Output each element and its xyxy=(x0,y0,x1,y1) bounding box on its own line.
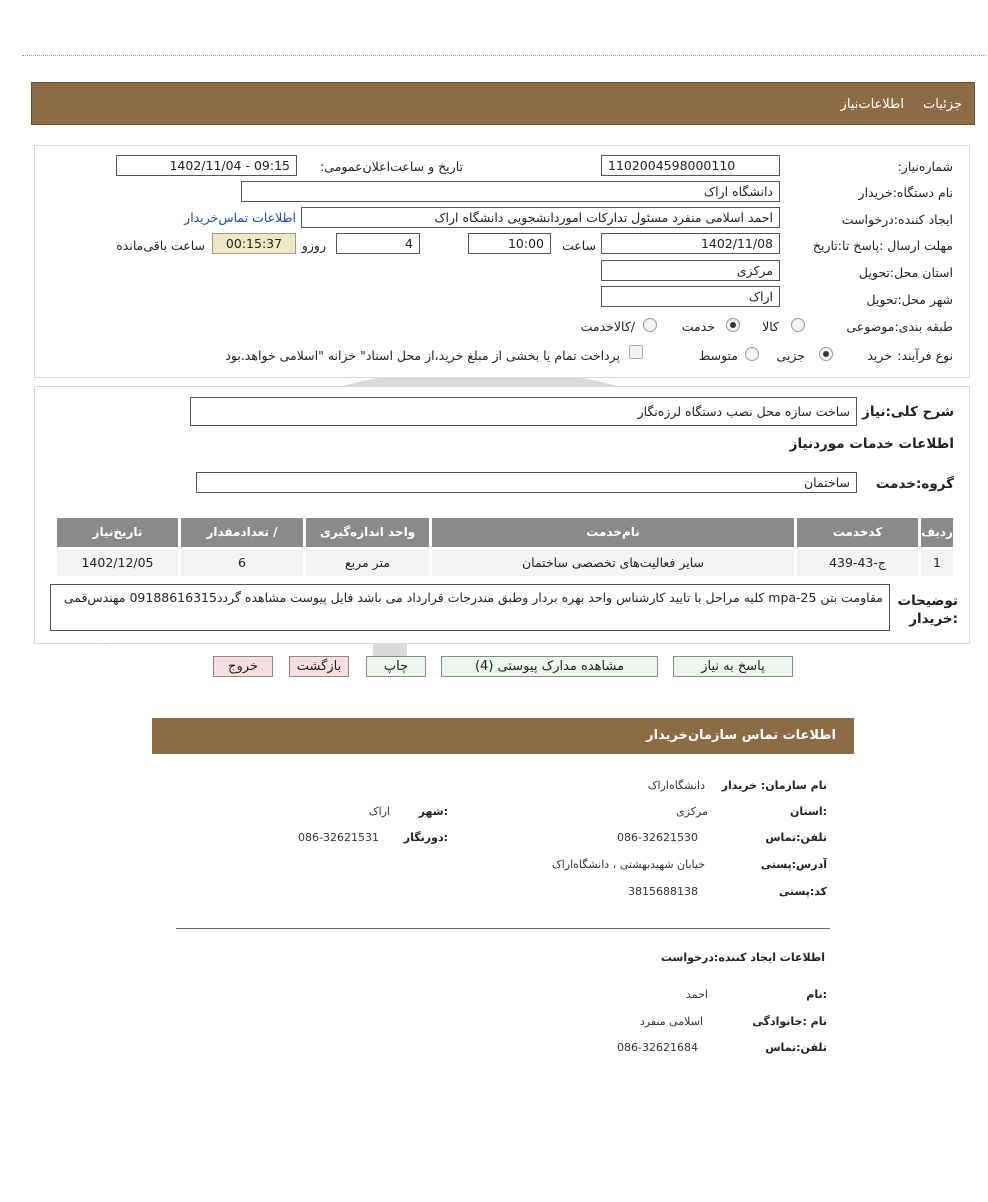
contact-province-label: :استان xyxy=(790,805,827,818)
contact-org-label: نام سازمان: خریدار xyxy=(721,779,827,792)
page-header xyxy=(31,82,975,125)
tab-details[interactable]: جزئیات xyxy=(923,97,962,112)
days-field: 4 xyxy=(336,233,420,254)
need-number-field: 1102004598000110 xyxy=(601,155,780,176)
view-documents-button[interactable]: مشاهده مدارک پیوستی (4) xyxy=(441,656,658,677)
process-label: نوع فرآیند: xyxy=(897,348,953,363)
table-cell-need-date: 1402/12/05 xyxy=(57,549,178,576)
requester-name-value: احمد xyxy=(686,988,708,1001)
announce-label: تاریخ و ساعت‌اعلان‌عمومی: xyxy=(320,159,463,174)
deadline-hour-label: ساعت xyxy=(561,238,596,253)
general-desc-field: ساخت سازه محل نصب دستگاه لرزه‌نگار xyxy=(190,397,857,426)
process-minor-label: جزیی xyxy=(776,348,805,363)
contact-fax-value: 086-32621531 xyxy=(298,831,379,844)
buyer-contact-link[interactable]: اطلاعات تماس‌خریدار xyxy=(184,210,296,225)
treasury-payment-label: پرداخت تمام یا بخشی از مبلغ خرید،از محل اسناد" خزانه "اسلامی خواهد.بود xyxy=(225,348,620,363)
requester-title: اطلاعات ایجاد کننده:درخواست xyxy=(660,951,825,964)
announce-field: 1402/11/04 - 09:15 xyxy=(116,155,297,176)
print-button[interactable]: چاپ xyxy=(366,656,426,677)
table-header-quantity: / تعدادمقدار xyxy=(181,518,303,547)
city-label: شهر محل:تحویل xyxy=(866,292,953,307)
table-header-service-code: کدخدمت xyxy=(797,518,918,547)
requester-name-label: :نام xyxy=(806,988,827,1001)
process-minor-radio[interactable] xyxy=(819,347,833,361)
table-header-need-date: تاریخ‌نیاز xyxy=(57,518,178,547)
buyer-notes-label: توضیحات :خریدار xyxy=(897,593,958,627)
table-header-unit: واحد اندازه‌گیری xyxy=(306,518,429,547)
category-service-label: خدمت xyxy=(681,319,715,334)
contact-org-value: دانشگاه‌اراک xyxy=(647,779,705,792)
deadline-time-field: 10:00 xyxy=(468,233,551,254)
province-label: استان محل:تحویل xyxy=(858,265,953,280)
table-header-service-name: نام‌خدمت xyxy=(432,518,794,547)
reply-button[interactable]: پاسخ به نیاز xyxy=(673,656,793,677)
deadline-date-field: 1402/11/08 xyxy=(601,233,780,254)
remaining-label: ساعت باقی‌مانده xyxy=(116,238,205,253)
process-buy-label: خرید xyxy=(867,348,892,363)
creator-label: ایجاد کننده:درخواست xyxy=(841,212,953,227)
top-divider xyxy=(22,55,986,56)
contact-phone-label: تلفن:تماس xyxy=(765,831,827,844)
treasury-payment-checkbox[interactable] xyxy=(629,345,643,359)
requester-phone-label: تلفن:تماس xyxy=(765,1041,827,1054)
table-cell-service-name: سایر فعالیت‌های تخصصی ساختمان xyxy=(432,549,794,576)
process-medium-label: متوسط xyxy=(698,348,738,363)
contact-postal-value: 3815688138 xyxy=(628,885,698,898)
contact-city-value: اراک xyxy=(368,805,390,818)
services-title: اطلاعات خدمات موردنیاز xyxy=(789,436,954,452)
days-label: روزو xyxy=(301,238,326,253)
contact-address-label: آدرس:پستی xyxy=(760,858,827,871)
contact-postal-label: کد:پستی xyxy=(778,885,827,898)
deadline-label: مهلت ارسال :پاسخ تا:تاریخ xyxy=(812,238,953,253)
contact-city-label: :شهر xyxy=(418,805,448,818)
province-field: مرکزی xyxy=(601,260,780,281)
contact-address-value: خیابان شهیدبهشتی ، دانشگاه‌اراک xyxy=(551,858,705,871)
remaining-time: 00:15:37 xyxy=(212,233,296,254)
requester-phone-value: 086-32621684 xyxy=(617,1041,698,1054)
back-button[interactable]: بازگشت xyxy=(289,656,349,677)
process-medium-radio[interactable] xyxy=(745,347,759,361)
table-cell-unit: متر مربع xyxy=(306,549,429,576)
buyer-notes-field: مقاومت بتن mpa-25 کلیه مراحل با تایید کارشناس واحد بهره بردار وطبق مندرجات قرارداد می باشد فایل پیوست مشاهده گردد09188616315 مهندس‌قمی xyxy=(50,584,890,631)
category-service-radio[interactable] xyxy=(726,318,740,332)
requester-family-value: اسلامی منفرد xyxy=(639,1015,703,1028)
service-group-field: ساختمان xyxy=(196,472,857,493)
category-goods-label: کالا xyxy=(762,319,779,334)
table-cell-service-code: ج-43-439 xyxy=(797,549,918,576)
category-goods-service-radio[interactable] xyxy=(643,318,657,332)
buyer-org-field: دانشگاه اراک xyxy=(241,181,780,202)
category-goods-radio[interactable] xyxy=(791,318,805,332)
need-number-label: شماره‌نیاز: xyxy=(897,159,953,174)
requester-family-label: نام :خانوادگی xyxy=(752,1015,827,1028)
creator-field: احمد اسلامی منفرد مسئول تدارکات اموردانشجویی دانشگاه اراک xyxy=(301,207,780,228)
buyer-org-label: نام دستگاه:خریدار xyxy=(858,185,953,200)
contact-phone-value: 086-32621530 xyxy=(617,831,698,844)
tab-need-info[interactable]: اطلاعات‌نیاز xyxy=(840,97,904,112)
buyer-contact-header xyxy=(152,718,854,754)
contact-fax-label: :دورنگار xyxy=(403,831,448,844)
table-cell-row-num: 1 xyxy=(921,549,953,576)
category-goods-service-label: /کالاخدمت xyxy=(580,319,635,334)
category-label: طبقه بندی:موضوعی xyxy=(846,319,953,334)
contact-divider xyxy=(176,928,830,929)
buyer-contact-title: اطلاعات تماس سازمان‌خریدار xyxy=(646,728,836,743)
contact-province-value: مرکزی xyxy=(676,805,708,818)
general-desc-label: شرح کلی:نیاز xyxy=(862,404,954,420)
city-field: اراک xyxy=(601,286,780,307)
table-header-row-num: ردیف xyxy=(921,518,953,547)
table-cell-quantity: 6 xyxy=(181,549,303,576)
exit-button[interactable]: خروج xyxy=(213,656,273,677)
need-info-panel xyxy=(34,145,970,378)
service-group-label: گروه:خدمت xyxy=(875,476,954,492)
